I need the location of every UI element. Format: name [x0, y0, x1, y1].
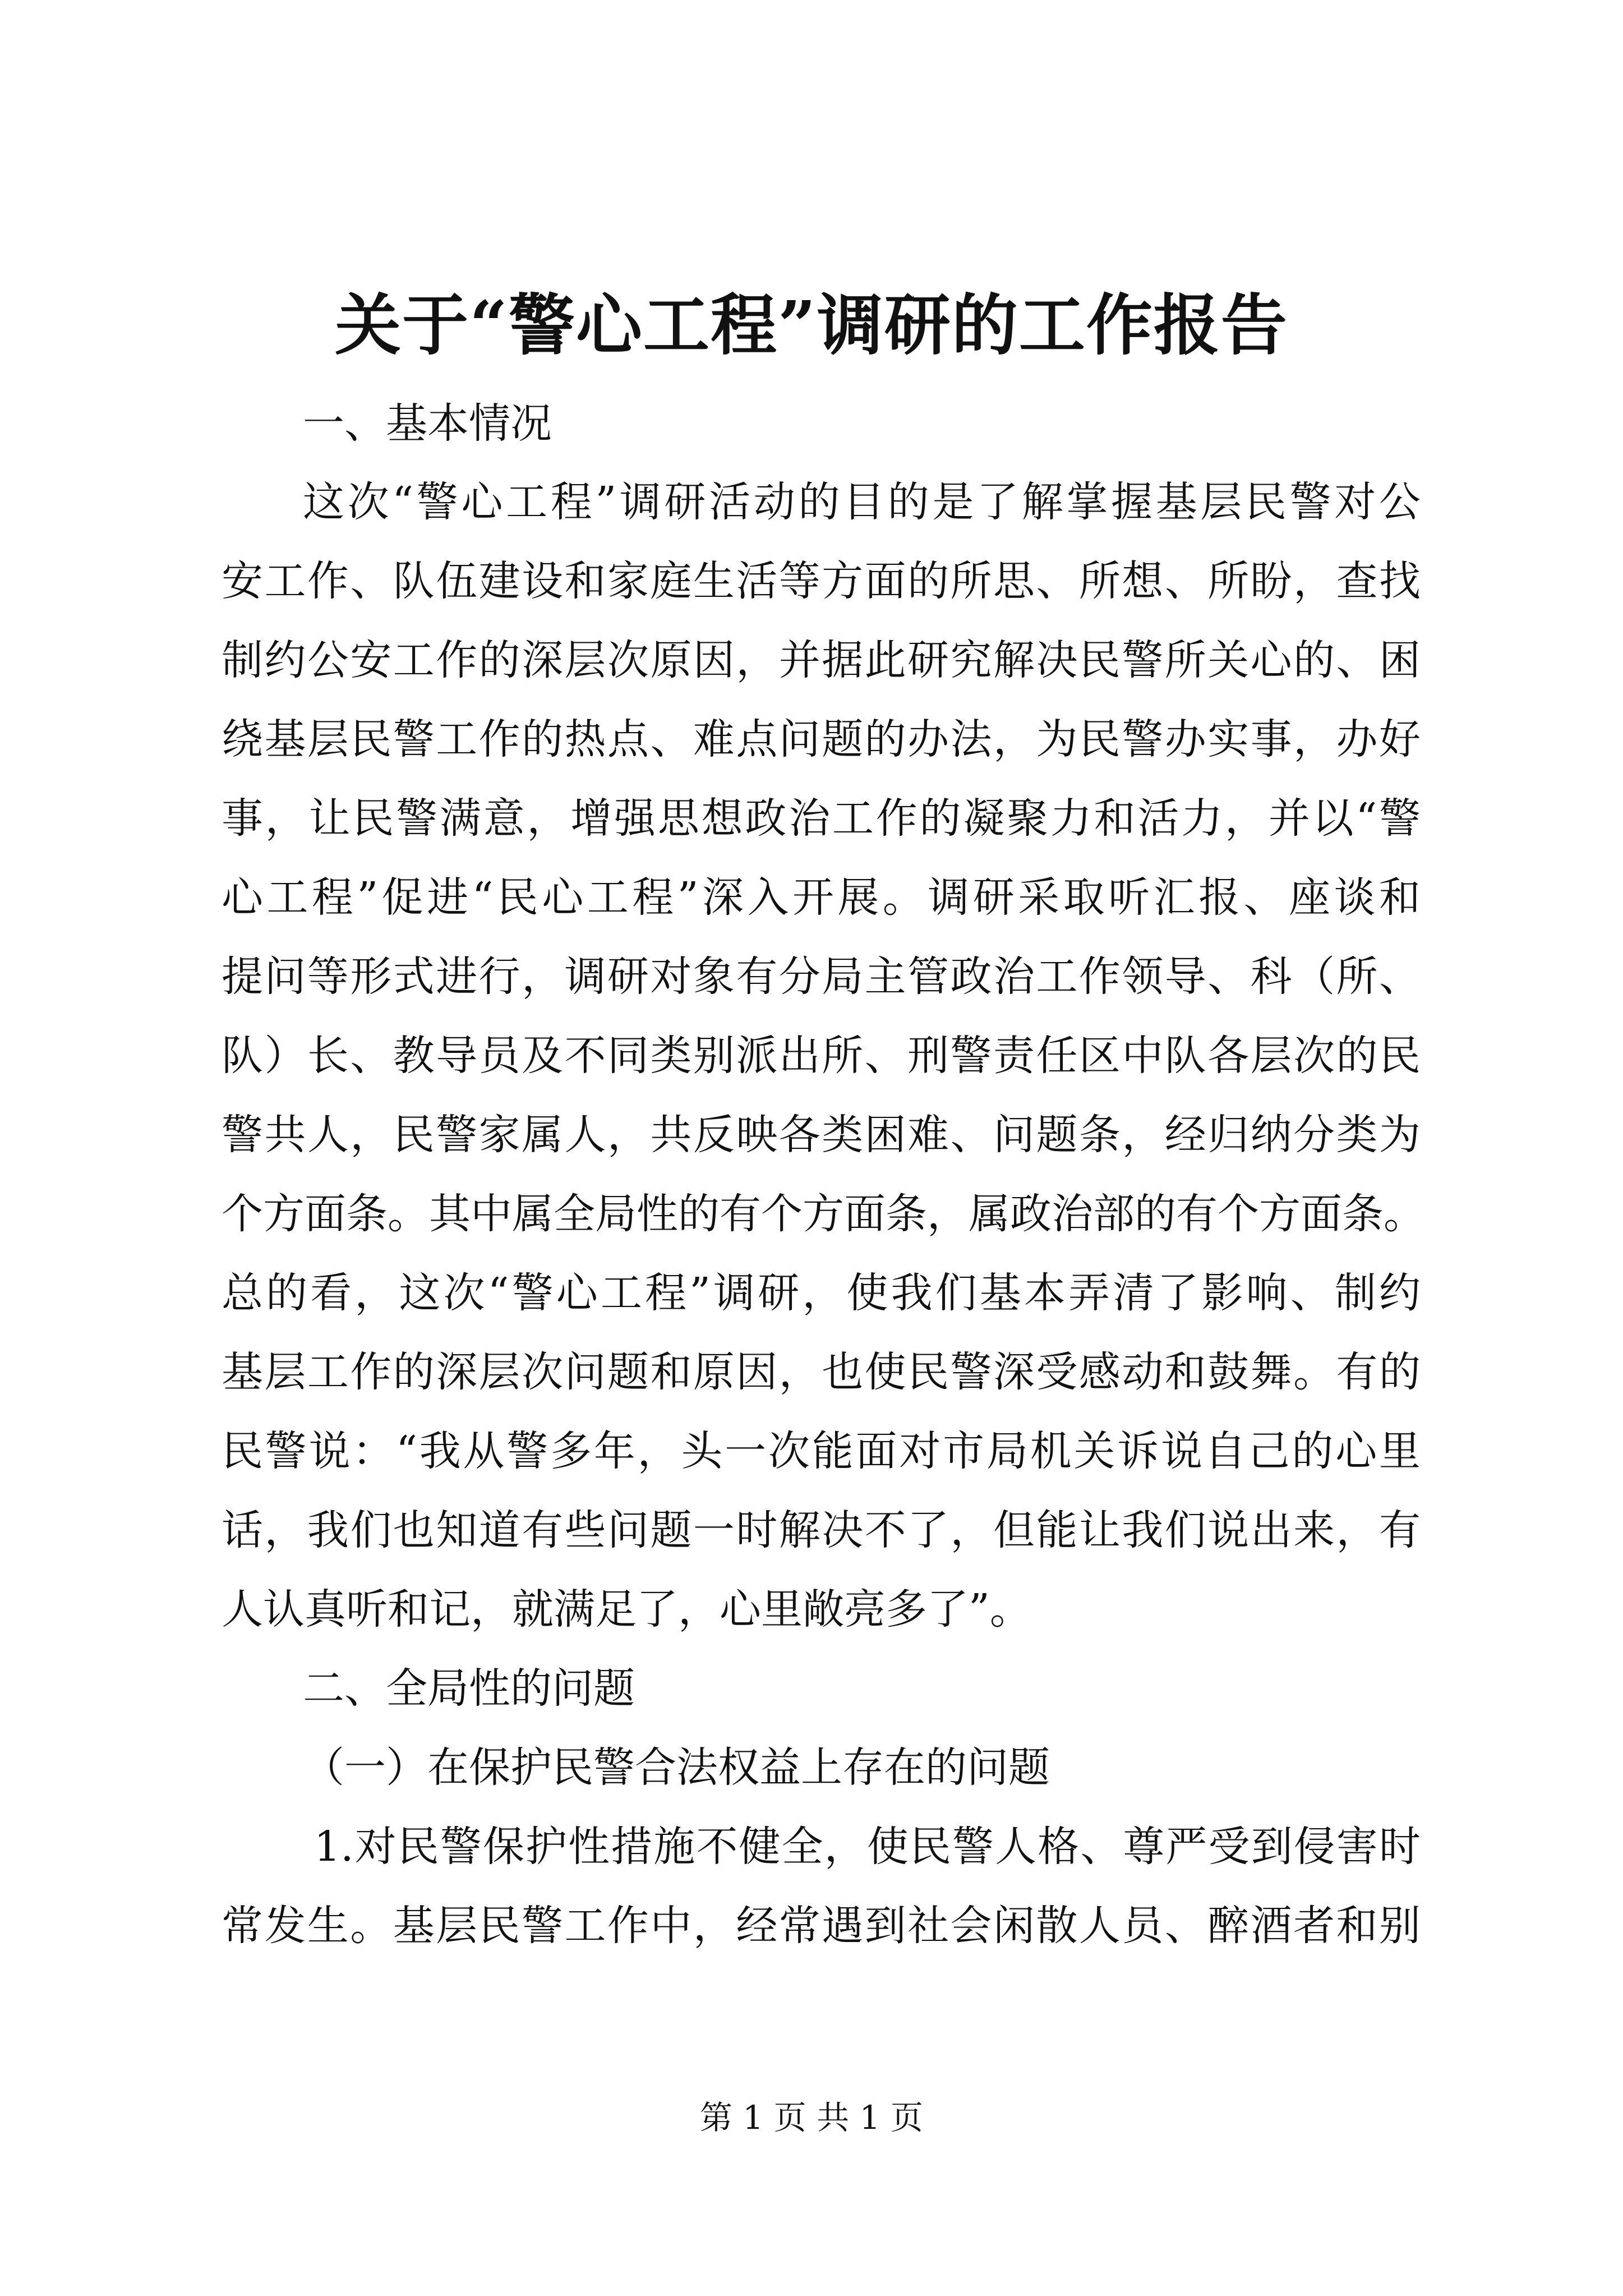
page-footer: 第 1 页 共 1 页 — [700, 2099, 923, 2137]
paragraph-line: 队）长、教导员及不同类别派出所、刑警责任区中队各层次的民 — [222, 1032, 1421, 1080]
subsection-heading-1: （一）在保护民警合法权益上存在的问题 — [303, 1743, 1050, 1792]
paragraph-line: 民警说：“我从警多年，头一次能面对市局机关诉说自己的心里 — [222, 1427, 1421, 1475]
paragraph-line: 心工程”促进“民心工程”深入开展。调研采取听汇报、座谈和 — [222, 873, 1421, 922]
paragraph-line: 常发生。基层民警工作中，经常遇到社会闲散人员、醉酒者和别 — [222, 1902, 1421, 1950]
paragraph-line: 1.对民警保护性措施不健全，使民警人格、尊严受到侵害时 — [314, 1823, 1421, 1871]
document-title: 关于“警心工程”调研的工作报告 — [335, 286, 1288, 364]
paragraph-line-last: 人认真听和记，就满足了，心里敞亮多了”。 — [222, 1585, 1031, 1634]
section-heading-2: 二、全局性的问题 — [303, 1664, 635, 1713]
paragraph-line: 这次“警心工程”调研活动的目的是了解掌握基层民警对公 — [303, 478, 1421, 526]
paragraph-line: 提问等形式进行，调研对象有分局主管政治工作领导、科（所、 — [222, 953, 1421, 1001]
paragraph-line: 总的看，这次“警心工程”调研，使我们基本弄清了影响、制约 — [222, 1269, 1421, 1317]
section-heading-1: 一、基本情况 — [303, 399, 552, 448]
paragraph-line: 警共人，民警家属人，共反映各类困难、问题条，经归纳分类为 — [222, 1111, 1421, 1159]
paragraph-line: 绕基层民警工作的热点、难点问题的办法，为民警办实事，办好 — [222, 715, 1421, 763]
paragraph-line: 安工作、队伍建设和家庭生活等方面的所思、所想、所盼，查找 — [222, 557, 1421, 605]
paragraph-line: 个方面条。其中属全局性的有个方面条，属政治部的有个方面条。 — [222, 1190, 1425, 1238]
paragraph-line: 事，让民警满意，增强思想政治工作的凝聚力和活力，并以“警 — [222, 794, 1421, 843]
paragraph-line: 制约公安工作的深层次原因，并据此研究解决民警所关心的、困 — [222, 636, 1421, 684]
paragraph-line: 基层工作的深层次问题和原因，也使民警深受感动和鼓舞。有的 — [222, 1348, 1421, 1396]
paragraph-line: 话，我们也知道有些问题一时解决不了，但能让我们说出来，有 — [222, 1506, 1421, 1554]
